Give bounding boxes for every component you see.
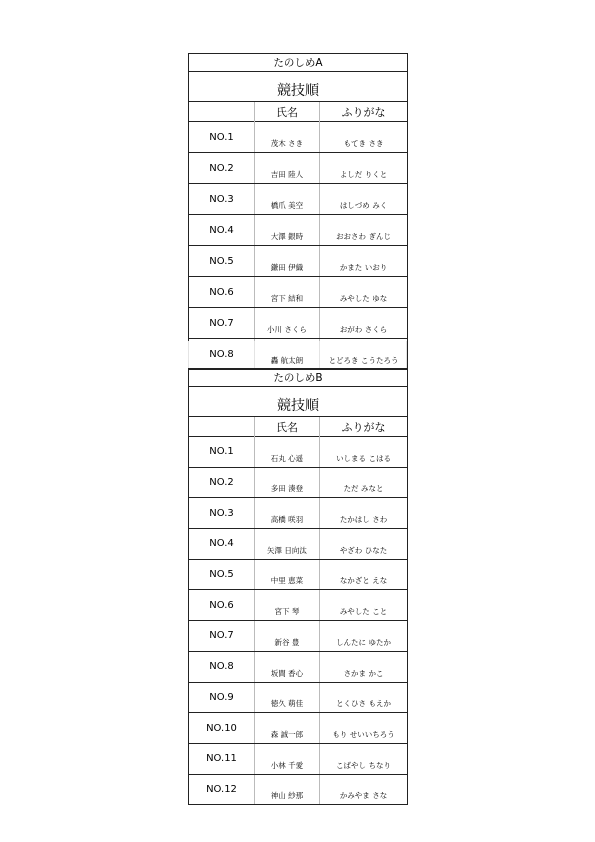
entry-kana: もり せいいちろう [320,713,408,744]
entry-number: NO.4 [189,215,255,246]
name-column-header: 氏名 [255,102,320,122]
entry-number: NO.9 [189,682,255,713]
table-row [189,153,408,184]
table-row [189,215,408,246]
entry-name: 小川 さくら [255,308,320,339]
table-row [189,621,408,652]
entry-name: 橋爪 美空 [255,184,320,215]
table-row [189,467,408,498]
table-row [189,529,408,560]
table-row [189,590,408,621]
entry-number: NO.5 [189,246,255,277]
section-title: 競技順 [189,387,408,417]
group-title-row [189,369,408,387]
entry-name: 轟 航太朗 [255,339,320,370]
table-row [189,774,408,805]
entry-number: NO.3 [189,184,255,215]
entry-kana: ただ みなと [320,467,408,498]
competition-order-table-a [188,53,408,370]
table-row [189,682,408,713]
entry-name: 宮下 結和 [255,277,320,308]
table-row [189,498,408,529]
entry-name: 多田 湊登 [255,467,320,498]
entry-number: NO.11 [189,743,255,774]
entry-number: NO.6 [189,590,255,621]
number-column-header [189,417,255,437]
entry-name: 中里 恵菜 [255,559,320,590]
number-column-header [189,102,255,122]
table-row [189,437,408,468]
entry-number: NO.3 [189,498,255,529]
entry-number: NO.6 [189,277,255,308]
table-row [189,308,408,339]
gridline [319,341,320,368]
entry-kana: かみやま さな [320,774,408,805]
entry-name: 鎌田 伊織 [255,246,320,277]
entry-number: NO.4 [189,529,255,560]
entry-name: 矢澤 日向汰 [255,529,320,560]
entry-number: NO.5 [189,559,255,590]
entry-name: 新谷 豊 [255,621,320,652]
entry-name: 徳久 萌佳 [255,682,320,713]
entry-number: NO.10 [189,713,255,744]
entry-name: 宮下 琴 [255,590,320,621]
entry-name: 高橋 咲羽 [255,498,320,529]
section-title-row [189,387,408,417]
table-row [189,277,408,308]
entry-kana: さかま かこ [320,651,408,682]
entry-name: 大澤 銀時 [255,215,320,246]
table-row [189,246,408,277]
entry-name: 小林 千愛 [255,743,320,774]
table-row [189,743,408,774]
entry-number: NO.12 [189,774,255,805]
entry-kana: もてき さき [320,122,408,153]
entry-number: NO.8 [189,339,255,370]
entry-kana: おおさわ ぎんじ [320,215,408,246]
entry-name: 森 誠一郎 [255,713,320,744]
entry-kana: いしまる こはる [320,437,408,468]
entry-number: NO.1 [189,437,255,468]
table-row [189,713,408,744]
table-gap [188,341,407,368]
table-row [189,184,408,215]
entry-kana: はしづめ みく [320,184,408,215]
entry-name: 坂間 香心 [255,651,320,682]
section-title: 競技順 [189,72,408,102]
entry-kana: かまた いおり [320,246,408,277]
section-title-row [189,72,408,102]
table-row [189,559,408,590]
gridline [406,341,407,368]
kana-column-header: ふりがな [320,417,408,437]
entry-kana: みやした ゆな [320,277,408,308]
entry-number: NO.1 [189,122,255,153]
entry-kana: とどろき こうたろう [320,339,408,370]
entry-kana: こばやし ちなり [320,743,408,774]
entry-number: NO.7 [189,621,255,652]
table-row [189,651,408,682]
entry-kana: やざわ ひなた [320,529,408,560]
name-column-header: 氏名 [255,417,320,437]
competition-order-table-b [188,368,408,805]
entry-kana: おがわ さくら [320,308,408,339]
entry-number: NO.8 [189,651,255,682]
entry-kana: たかはし さわ [320,498,408,529]
group-label: たのしめB [189,369,408,387]
entry-name: 神山 紗那 [255,774,320,805]
entry-number: NO.7 [189,308,255,339]
gridline [254,341,255,368]
entry-kana: とくひさ もえか [320,682,408,713]
entry-name: 吉田 陸人 [255,153,320,184]
entry-number: NO.2 [189,467,255,498]
entry-kana: よしだ りくと [320,153,408,184]
group-label: たのしめA [189,54,408,72]
entry-kana: なかざと えな [320,559,408,590]
table-row [189,122,408,153]
entry-name: 石丸 心遥 [255,437,320,468]
gridline [188,341,189,368]
entry-name: 茂木 さき [255,122,320,153]
group-title-row [189,54,408,72]
entry-kana: みやした こと [320,590,408,621]
column-header-row [189,102,408,122]
column-header-row [189,417,408,437]
entry-kana: しんたに ゆたか [320,621,408,652]
kana-column-header: ふりがな [320,102,408,122]
entry-number: NO.2 [189,153,255,184]
